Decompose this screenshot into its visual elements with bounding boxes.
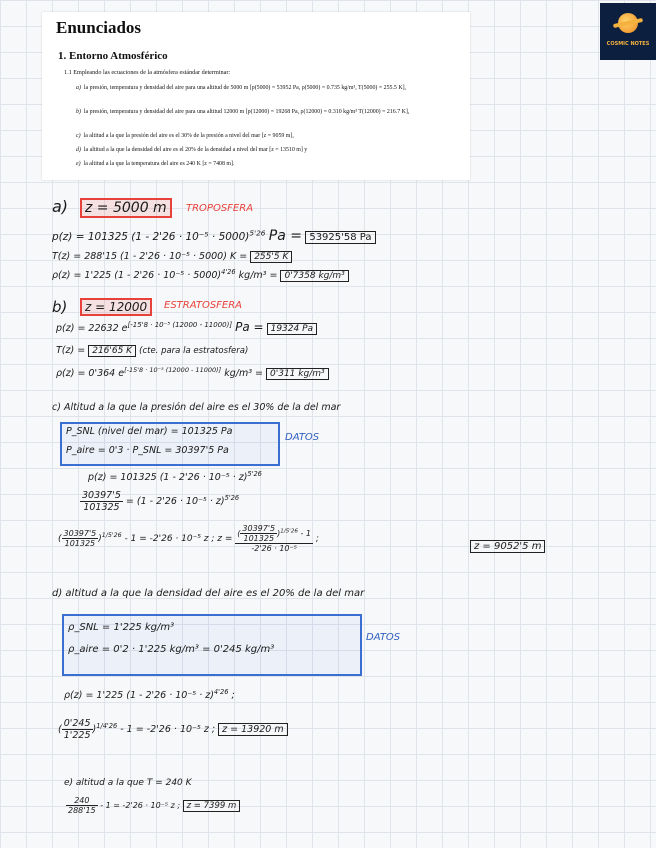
part-d-air-density: ρ_aire = 0'2 · 1'225 kg/m³ = 0'245 kg/m³ (68, 644, 275, 655)
part-d-sea-density: ρ_SNL = 1'225 kg/m³ (68, 622, 175, 633)
part-a-density: ρ(z) = 1'225 $(1 - 2'26 \cdot 10^{-5} \cdot 5000)^{4'26}$ kg/m³ = 0'7358 kg/m³ (52, 268, 349, 281)
section-title: 1. Entorno Atmosférico (58, 50, 168, 62)
part-d-equation-1: ρ(z) = 1'225 $(1 - 2'26 \cdot 10^{-5} \cdot z)^{4'26}$ ; (64, 688, 235, 702)
part-c-sea-pressure: P_SNL (nivel del mar) = 101325 Pa (66, 426, 233, 437)
part-c-title: c) Altitud a la que la presión del aire es el 30% de la del mar (52, 402, 341, 413)
part-d-equation-2: ( $\frac{0'245}{1'225}$ )$^{1/4'26}$ - 1 = -2'26 · 10⁻⁵ z ; z = 13920 m (58, 718, 288, 741)
part-b-temperature: T(z) = 216'65 K (cte. para la estratosfera) (56, 345, 249, 356)
page-title: Enunciados (56, 18, 142, 37)
part-e-equation: $\frac{240}{288'15}$ - 1 = -2'26 · 10⁻⁵ z ; z = 7399 m (66, 796, 240, 815)
part-a-temperature: T(z) = 288'15 (1 - 2'26 · 10⁻⁵ · 5000) K = 255'5 K (52, 251, 292, 262)
part-c-result: z = 9052'5 m (470, 540, 545, 553)
part-c-air-pressure: P_aire = 0'3 · P_SNL = 30397'5 Pa (66, 445, 229, 456)
part-d-title: d) altitud a la que la densidad del aire es el 20% de la del mar (52, 588, 365, 599)
part-d-data-tag: DATOS (366, 632, 401, 643)
part-b-pressure: p(z) = 22632 e[-15'8 · 10⁻⁵ (12000 - 11000)] Pa = 19324 Pa (56, 320, 317, 334)
part-e-title: e) altitud a la que T = 240 K (64, 778, 192, 788)
statement-item-a: a) la presión, temperatura y densidad del aire para una altitud de 5000 m [p(5000) = 53952 Pa, ρ(5000) = 0.735 kg/m³, T(5000) = 255.5 K], (76, 85, 407, 91)
part-b-label: b) (52, 298, 68, 316)
part-c-equation-3: ( $\frac{30397'5}{101325}$ )$^{1/5'26}$ - 1 = -2'26 · 10⁻⁵ z ; z = ( $\frac{30397'5}{101325}$ )$^{1/5'26}$ - 1 -2'26 · 10⁻⁵ ; (58, 524, 319, 553)
statement-card (42, 12, 470, 180)
statement-item-b: b) la presión, temperatura y densidad del aire para una altitud 12000 m [p(12000) = 19268 Pa, ρ(12000) = 0.310 kg/m³ T(12000) = 216.7 K], (76, 109, 410, 115)
part-a-altitude: z = 5000 m (80, 198, 172, 218)
part-c-equation-1: p(z) = 101325 $(1 - 2'26 \cdot 10^{-5} \cdot z)^{5'26}$ (88, 470, 262, 484)
statement-item-e: e) la altitud a la que la temperatura del aire es 240 K [z = 7408 m]. (76, 161, 235, 167)
cosmic-notes-logo (600, 3, 656, 60)
part-b-layer: ESTRATOSFERA (164, 300, 243, 311)
part-a-label: a) (52, 197, 69, 216)
logo-text: COSMIC NOTES (606, 41, 650, 47)
part-c-equation-2: $\frac{30397'5}{101325}$ = $(1 - 2'26 \cdot 10^{-5} \cdot z)^{5'26}$ (82, 490, 240, 513)
statement-item-c: c) la altitud a la que la presión del aire es el 30% de la presión a nivel del mar [z = 9059 m], (76, 133, 294, 139)
part-b-density: ρ(z) = 0'364 e[-15'8 · 10⁻⁵ (12000 - 11000)] kg/m³ = 0'311 kg/m³ (56, 366, 329, 379)
intro-text: 1.1 Empleando las ecuaciones de la atmósfera estándar determinar: (64, 69, 231, 76)
part-c-data-tag: DATOS (285, 432, 320, 443)
part-a-layer: TROPOSFERA (186, 203, 254, 214)
part-b-altitude: z = 12000 (80, 298, 152, 316)
part-a-pressure: p(z) = 101325 $(1 - 2'26 \cdot 10^{-5} \cdot 5000)^{5'26}$ Pa = 53925'58 Pa (52, 228, 376, 244)
statement-item-d: d) la altitud a la que la densidad del aire es el 20% de la densidad a nivel del mar [z = 13510 m] y (76, 147, 308, 153)
